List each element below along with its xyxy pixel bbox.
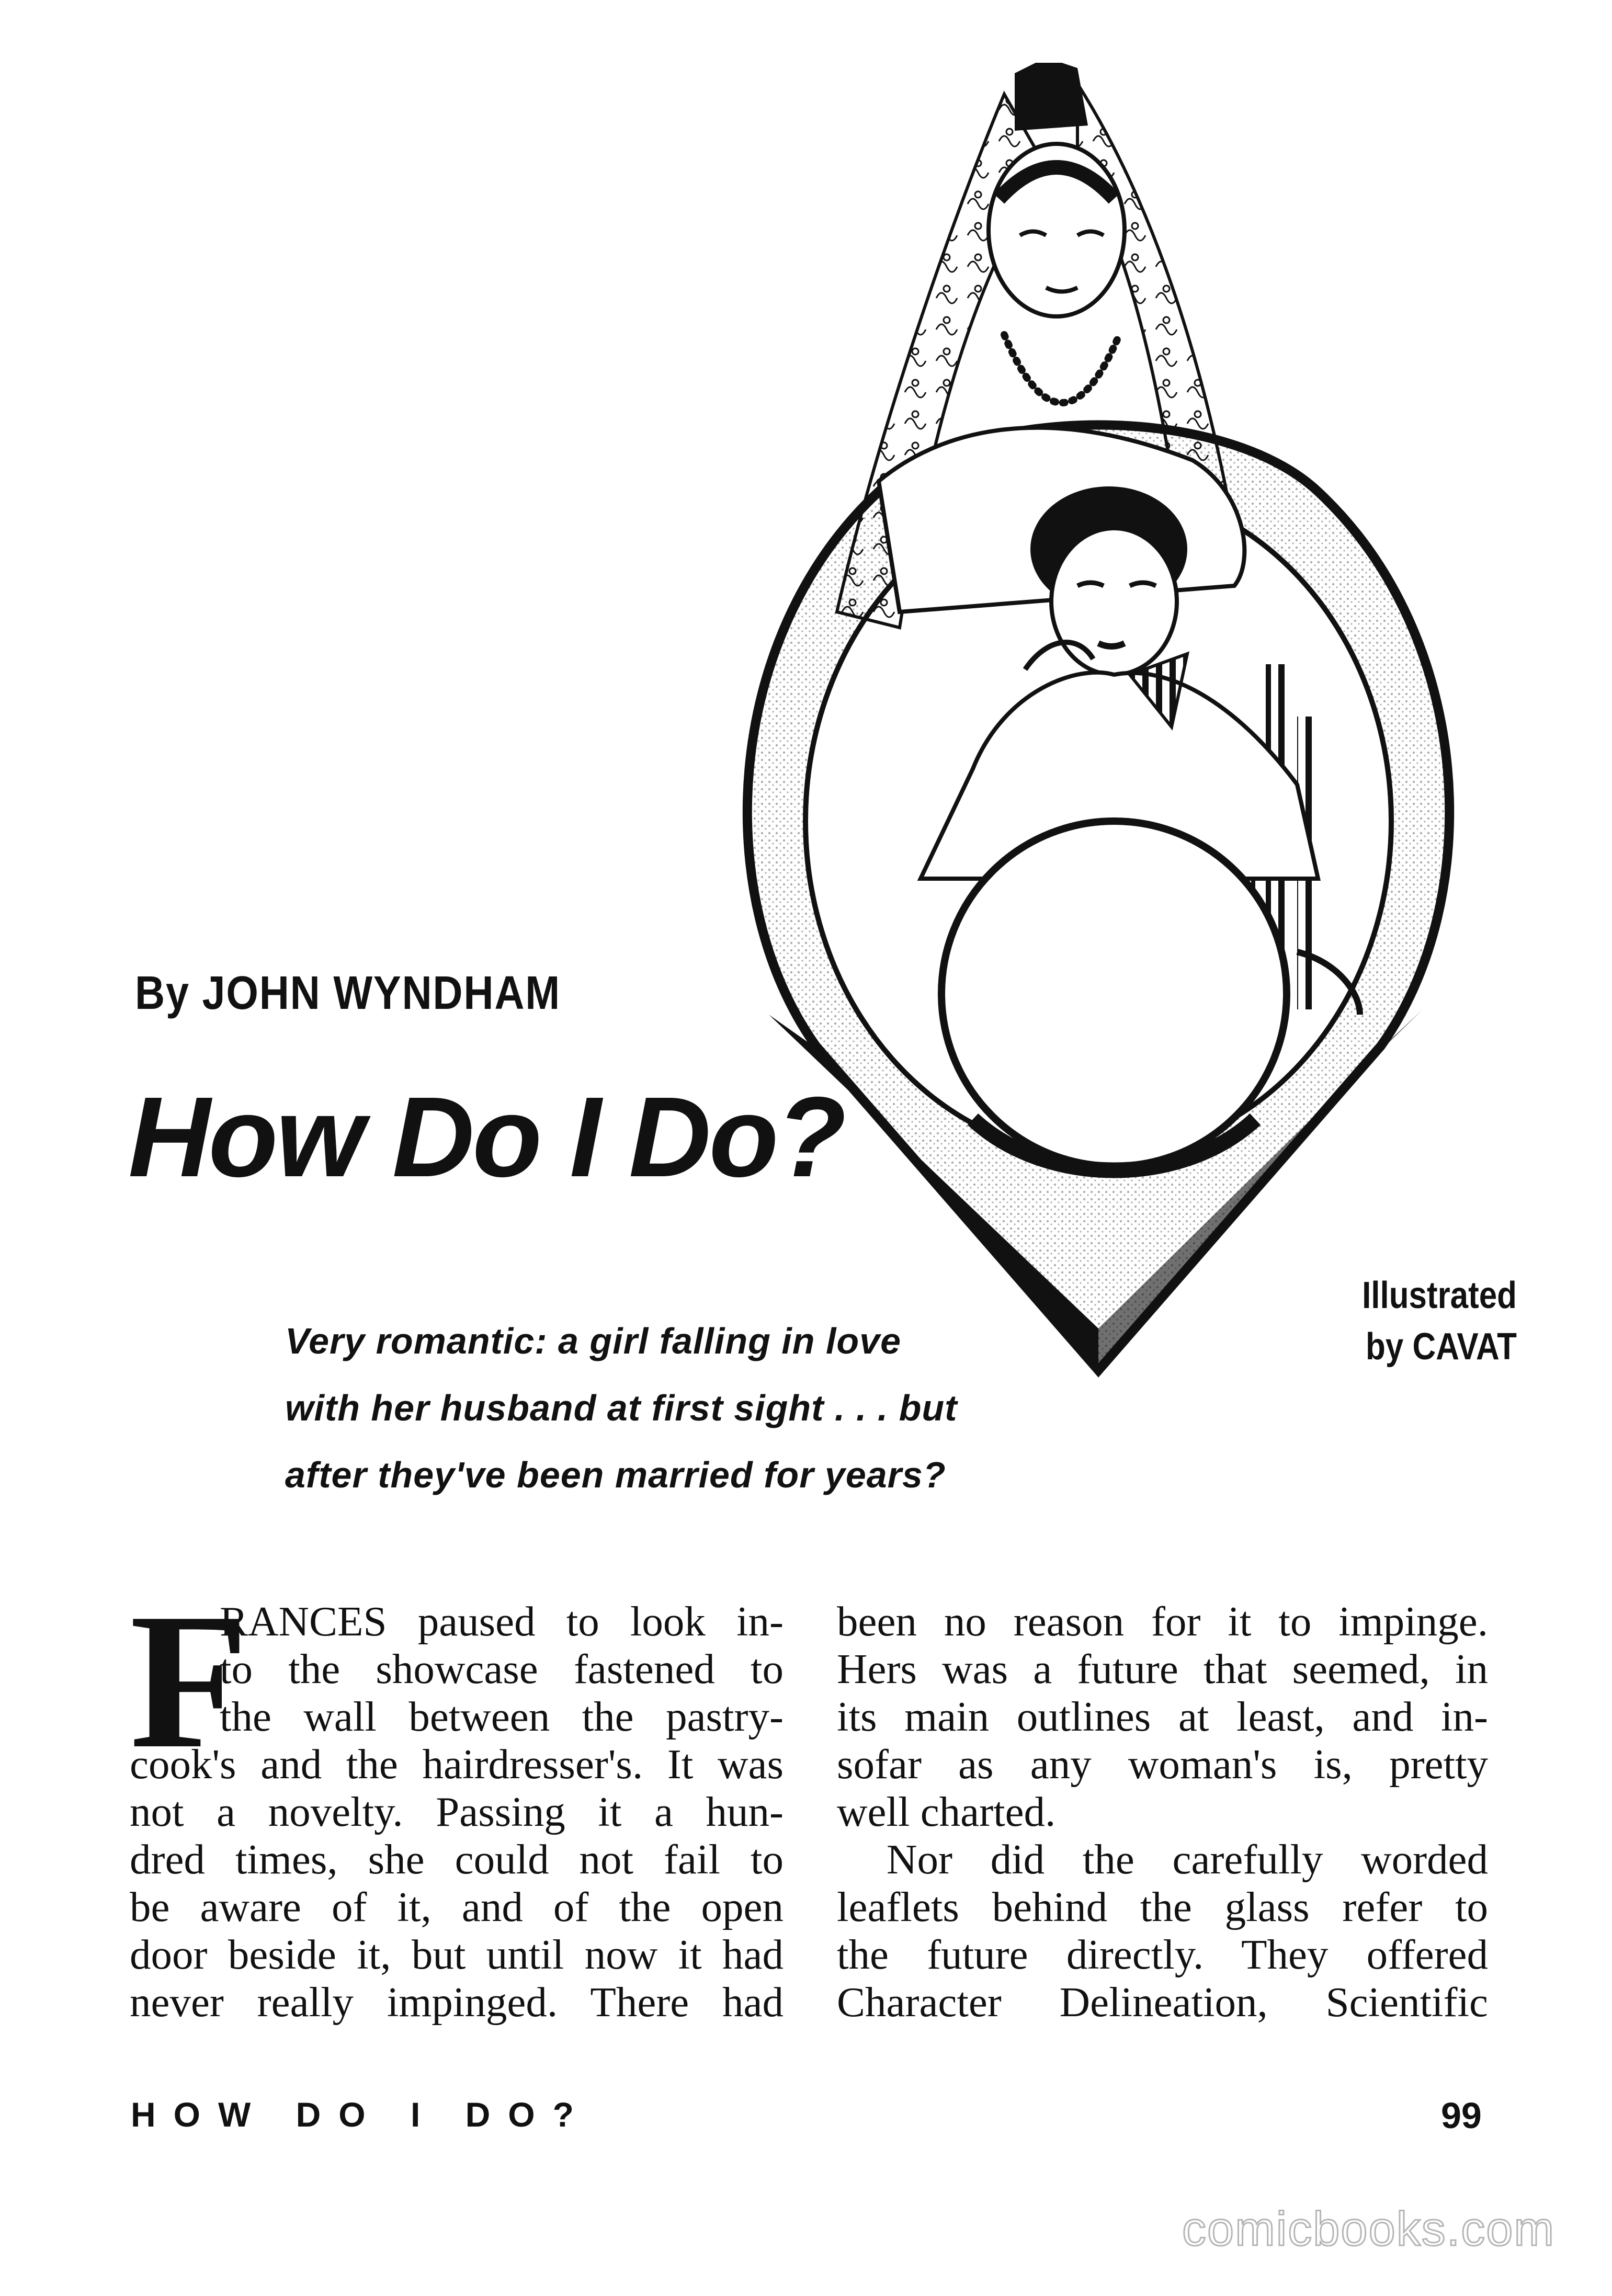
deck-line: with her husband at first sight . . . but <box>285 1388 958 1428</box>
illustration-credit-line: by CAVAT <box>1366 1326 1517 1368</box>
body-line: the wall between the pastry- <box>220 1693 784 1740</box>
byline: By JOHN WYNDHAM <box>135 967 561 1019</box>
page-number: 99 <box>1441 2095 1482 2136</box>
body-line: be aware of it, and of the open <box>130 1883 784 1930</box>
body-line: Character Delineation, Scientific <box>837 1979 1488 2026</box>
body-column-right <box>837 1598 1488 2026</box>
body-line: not a novelty. Passing it a hun- <box>130 1788 784 1835</box>
body-line: to the showcase fastened to <box>220 1645 784 1692</box>
illustration-credit-line: Illustrated <box>1362 1275 1517 1316</box>
story-title: How Do I Do? <box>128 1074 844 1201</box>
body-line: dred times, she could not fail to <box>130 1836 784 1883</box>
body-line: cook's and the hairdresser's. It was <box>130 1741 784 1788</box>
illustration-credit <box>1328 1270 1517 1372</box>
body-line: never really impinged. There had <box>130 1979 784 2026</box>
body-line: leaflets behind the glass refer to <box>837 1883 1488 1930</box>
crystal-ball <box>941 821 1287 1166</box>
body-line: its main outlines at least, and in- <box>837 1693 1488 1740</box>
running-title: HOW DO I DO? <box>131 2095 592 2134</box>
body-line: Nor did the carefully worded <box>887 1836 1488 1883</box>
watermark: comicbooks.com <box>1182 2202 1556 2256</box>
body-column-left <box>130 1574 784 2026</box>
body-line: been no reason for it to impinge. <box>837 1598 1488 1645</box>
story-deck <box>285 1308 1080 1508</box>
drop-cap: F <box>130 1574 249 1789</box>
deck-line: after they've been married for years? <box>285 1454 946 1495</box>
body-line: the future directly. They offered <box>837 1931 1488 1978</box>
body-line: door beside it, but until now it had <box>130 1931 784 1978</box>
body-line: sofar as any woman's is, pretty <box>837 1741 1488 1788</box>
deck-line: Very romantic: a girl falling in love <box>285 1321 902 1361</box>
body-line: well charted. <box>837 1788 1056 1835</box>
body-line: RANCES paused to look in- <box>220 1598 784 1645</box>
body-line: Hers was a future that seemed, in <box>837 1645 1488 1692</box>
